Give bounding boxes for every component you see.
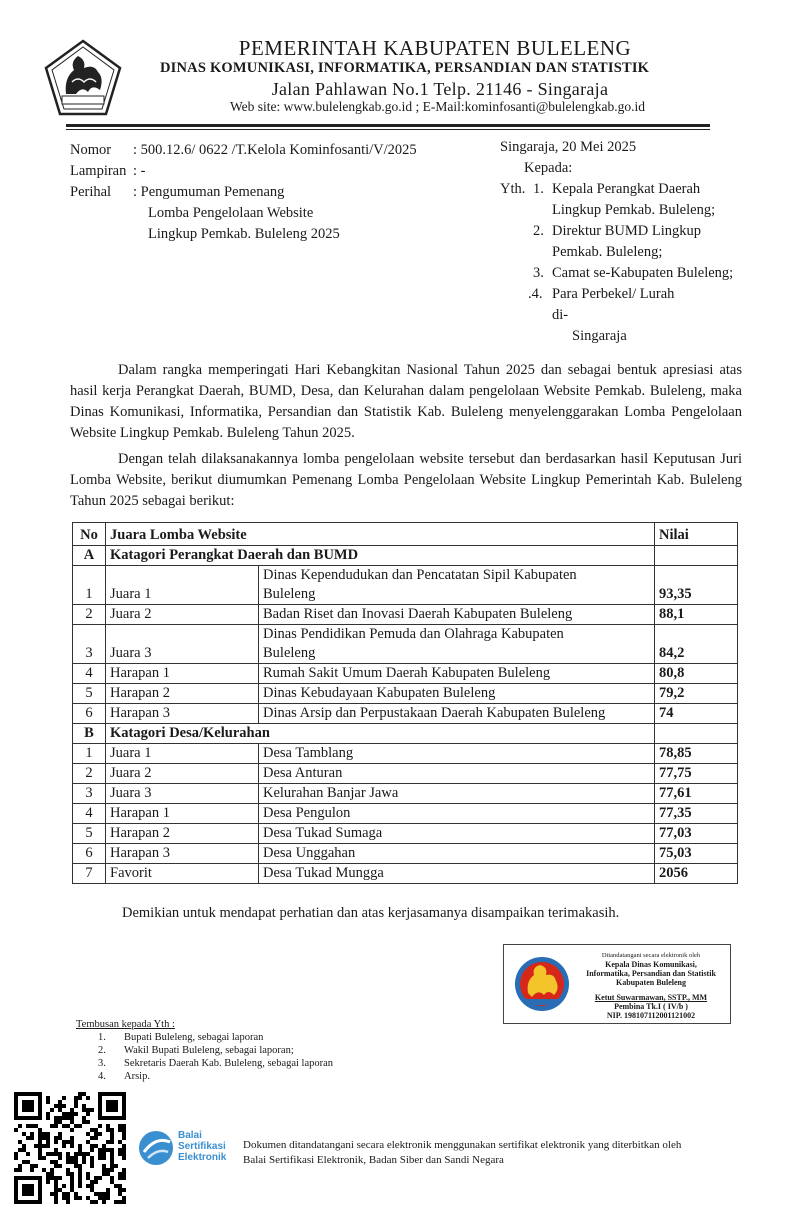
category-title: Katagori Desa/Kelurahan bbox=[106, 724, 655, 744]
row-rank: Harapan 2 bbox=[106, 824, 259, 844]
row-name: Dinas Arsip dan Perpustakaan Daerah Kabupaten Buleleng bbox=[259, 704, 655, 724]
row-no: 5 bbox=[73, 684, 106, 704]
table-row bbox=[73, 566, 738, 605]
agency-name: DINAS KOMUNIKASI, INFORMATIKA, PERSANDIAN DAN STATISTIK bbox=[160, 60, 650, 76]
lampiran-label: Lampiran bbox=[70, 163, 127, 179]
recipient-4-line-1: Para Perbekel/ Lurah bbox=[552, 286, 675, 302]
qr-code bbox=[14, 1092, 126, 1204]
perihal-line-3: Lingkup Pemkab. Buleleng 2025 bbox=[148, 226, 340, 242]
row-score: 84,2 bbox=[655, 625, 738, 664]
row-no: 4 bbox=[73, 804, 106, 824]
row-rank: Juara 2 bbox=[106, 764, 259, 784]
intro-paragraph: Dalam rangka memperingati Hari Kebangkitan Nasional Tahun 2025 dan sebagai bentuk apresiasi atas hasil kerja Perangkat Daerah, BUMD, Desa, dan Kelurahan dalam pengelolaan Website Pemkab. Buleleng, maka Dinas Komunikasi, Informatika, Persandian dan Statistik Kab. Buleleng menyelenggarakan Lomba Pengelolaan Website Lingkup Pemkab. Buleleng Tahun 2025. bbox=[70, 362, 742, 441]
row-no: 1 bbox=[73, 566, 106, 605]
letterhead-rule-thin bbox=[66, 129, 710, 130]
destination-city: Singaraja bbox=[572, 328, 627, 344]
agency-address: Jalan Pahlawan No.1 Telp. 21146 - Singaraja bbox=[271, 79, 609, 99]
row-rank: Harapan 3 bbox=[106, 844, 259, 864]
sig-line-3: Informatika, Persandian dan Statistik bbox=[586, 969, 716, 978]
header-no: No bbox=[73, 523, 106, 546]
di-label: di- bbox=[552, 307, 569, 323]
row-no: 3 bbox=[73, 625, 106, 664]
closing-sentence: Demikian untuk mendapat perhatian dan atas kerjasamanya disampaikan terimakasih. bbox=[122, 905, 620, 921]
row-score: 2056 bbox=[655, 864, 738, 884]
government-name: PEMERINTAH KABUPATEN BULELENG bbox=[238, 36, 632, 60]
recipient-2-line-2: Pemkab. Buleleng; bbox=[552, 244, 663, 260]
yth-label: Yth. bbox=[500, 181, 526, 197]
row-name: Desa Pengulon bbox=[259, 804, 655, 824]
perihal-label: Perihal bbox=[70, 184, 112, 200]
row-score: 88,1 bbox=[655, 605, 738, 625]
recipient-3-line-1: Camat se-Kabupaten Buleleng; bbox=[552, 265, 734, 281]
bsre-logo-icon bbox=[136, 1128, 176, 1168]
row-score: 79,2 bbox=[655, 684, 738, 704]
recipient-2-num: 2. bbox=[533, 223, 544, 239]
table-row bbox=[73, 864, 738, 884]
lampiran-value: : - bbox=[133, 163, 146, 179]
row-no: 4 bbox=[73, 664, 106, 684]
row-rank: Harapan 1 bbox=[106, 804, 259, 824]
header-juara: Juara Lomba Website bbox=[106, 523, 655, 546]
table-row bbox=[73, 664, 738, 684]
kepada-label: Kepada: bbox=[524, 160, 573, 176]
row-rank: Harapan 2 bbox=[106, 684, 259, 704]
esign-footer-note: Dokumen ditandatangani secara elektronik menggunakan sertifikat elektronik yang diterbitkan oleh Balai Sertifikasi Elektronik, Badan Siber dan Sandi Negara bbox=[243, 1139, 682, 1166]
list-item: 3. Sekretaris Daerah Kab. Buleleng, sebagai laporan bbox=[98, 1058, 334, 1069]
sig-line-1: Ditandatangani secara elektronik oleh bbox=[601, 952, 701, 959]
table-row bbox=[73, 824, 738, 844]
place-date: Singaraja, 20 Mei 2025 bbox=[500, 139, 637, 155]
recipient-1-line-1: Kepala Perangkat Daerah bbox=[552, 181, 701, 197]
recipient-block bbox=[500, 137, 800, 347]
list-item: 1. Bupati Buleleng, sebagai laporan bbox=[98, 1032, 264, 1043]
row-no: 2 bbox=[73, 605, 106, 625]
table-row bbox=[73, 784, 738, 804]
letterhead-rule-thick bbox=[66, 124, 710, 127]
row-name: Rumah Sakit Umum Daerah Kabupaten Buleleng bbox=[259, 664, 655, 684]
row-score: 80,8 bbox=[655, 664, 738, 684]
row-no: 3 bbox=[73, 784, 106, 804]
row-name: Desa Tukad Sumaga bbox=[259, 824, 655, 844]
announcement-paragraph: Dengan telah dilaksanakannya lomba pengelolaan website tersebut dan berdasarkan hasil Keputusan Juri Lomba Website, berikut diumumkan Pemenang Lomba Pengelolaan Website Lingkup Pemerintah Kab. Buleleng Tahun 2025 sebagai berikut: bbox=[70, 451, 742, 509]
row-no: 1 bbox=[73, 744, 106, 764]
table-header-row bbox=[73, 523, 738, 546]
row-name: Kelurahan Banjar Jawa bbox=[259, 784, 655, 804]
row-rank: Juara 1 bbox=[106, 566, 259, 605]
row-no: 6 bbox=[73, 704, 106, 724]
category-title: Katagori Perangkat Daerah dan BUMD bbox=[106, 546, 655, 566]
row-rank: Juara 3 bbox=[106, 784, 259, 804]
row-score: 77,75 bbox=[655, 764, 738, 784]
row-name: Desa Unggahan bbox=[259, 844, 655, 864]
electronic-signature-box bbox=[503, 944, 731, 1024]
table-row bbox=[73, 684, 738, 704]
table-row bbox=[73, 605, 738, 625]
row-name: Desa Tamblang bbox=[259, 744, 655, 764]
header-nilai: Nilai bbox=[655, 523, 738, 546]
row-score: 78,85 bbox=[655, 744, 738, 764]
tembusan-list bbox=[98, 1031, 333, 1083]
signer-rank: Pembina Tk.I ( IV/b ) bbox=[614, 1002, 688, 1011]
sig-line-2: Kepala Dinas Komunikasi, bbox=[605, 960, 697, 969]
row-name: Desa Anturan bbox=[259, 764, 655, 784]
row-rank: Harapan 3 bbox=[106, 704, 259, 724]
row-name: Desa Tukad Mungga bbox=[259, 864, 655, 884]
agency-seal-icon bbox=[512, 955, 572, 1013]
signer-name: Ketut Suwarmawan, SSTP., MM bbox=[594, 993, 708, 1002]
row-no: 7 bbox=[73, 864, 106, 884]
bsre-wordmark: Balai Sertifikasi Elektronik bbox=[178, 1130, 227, 1163]
recipient-1-line-2: Lingkup Pemkab. Buleleng; bbox=[552, 202, 716, 218]
row-rank: Harapan 1 bbox=[106, 664, 259, 684]
row-name: Dinas Kependudukan dan Pencatatan Sipil Kabupaten Buleleng bbox=[259, 566, 655, 605]
row-rank: Juara 2 bbox=[106, 605, 259, 625]
row-score: 77,03 bbox=[655, 824, 738, 844]
row-name: Badan Riset dan Inovasi Daerah Kabupaten Buleleng bbox=[259, 605, 655, 625]
recipient-4-num: .4. bbox=[528, 286, 543, 302]
results-table bbox=[72, 522, 738, 884]
row-score: 93,35 bbox=[655, 566, 738, 605]
row-score: 75,03 bbox=[655, 844, 738, 864]
perihal-line-1: : Pengumuman Pemenang bbox=[133, 184, 285, 200]
row-no: 6 bbox=[73, 844, 106, 864]
row-rank: Juara 1 bbox=[106, 744, 259, 764]
nomor-value: : 500.12.6/ 0622 /T.Kelola Kominfosanti/V/2025 bbox=[133, 142, 417, 158]
row-rank: Favorit bbox=[106, 864, 259, 884]
table-row bbox=[73, 744, 738, 764]
category-row-a bbox=[73, 546, 738, 566]
sig-line-4: Kabupaten Buleleng bbox=[615, 978, 686, 987]
table-row bbox=[73, 704, 738, 724]
table-row bbox=[73, 764, 738, 784]
letter-meta bbox=[70, 140, 490, 245]
recipient-2-line-1: Direktur BUMD Lingkup bbox=[552, 223, 702, 239]
category-code: A bbox=[73, 546, 106, 566]
row-score: 74 bbox=[655, 704, 738, 724]
table-row bbox=[73, 844, 738, 864]
row-no: 5 bbox=[73, 824, 106, 844]
category-code: B bbox=[73, 724, 106, 744]
nomor-label: Nomor bbox=[70, 142, 112, 158]
table-row bbox=[73, 804, 738, 824]
row-name: Dinas Pendidikan Pemuda dan Olahraga Kabupaten Buleleng bbox=[259, 625, 655, 664]
row-no: 2 bbox=[73, 764, 106, 784]
table-row bbox=[73, 625, 738, 664]
category-row-b bbox=[73, 724, 738, 744]
row-name: Dinas Kebudayaan Kabupaten Buleleng bbox=[259, 684, 655, 704]
row-score: 77,35 bbox=[655, 804, 738, 824]
recipient-3-num: 3. bbox=[533, 265, 544, 281]
recipient-1-num: 1. bbox=[533, 181, 544, 197]
row-score: 77,61 bbox=[655, 784, 738, 804]
tembusan-title: Tembusan kepada Yth : bbox=[76, 1019, 175, 1030]
list-item: 4. Arsip. bbox=[98, 1071, 150, 1082]
row-rank: Juara 3 bbox=[106, 625, 259, 664]
list-item: 2. Wakil Bupati Buleleng, sebagai laporan; bbox=[98, 1045, 294, 1056]
agency-web-email: Web site: www.bulelengkab.go.id ; E-Mail:kominfosanti@bulelengkab.go.id bbox=[229, 99, 646, 114]
perihal-line-2: Lomba Pengelolaan Website bbox=[148, 205, 314, 221]
signer-nip: NIP. 198107112001121002 bbox=[606, 1011, 696, 1020]
